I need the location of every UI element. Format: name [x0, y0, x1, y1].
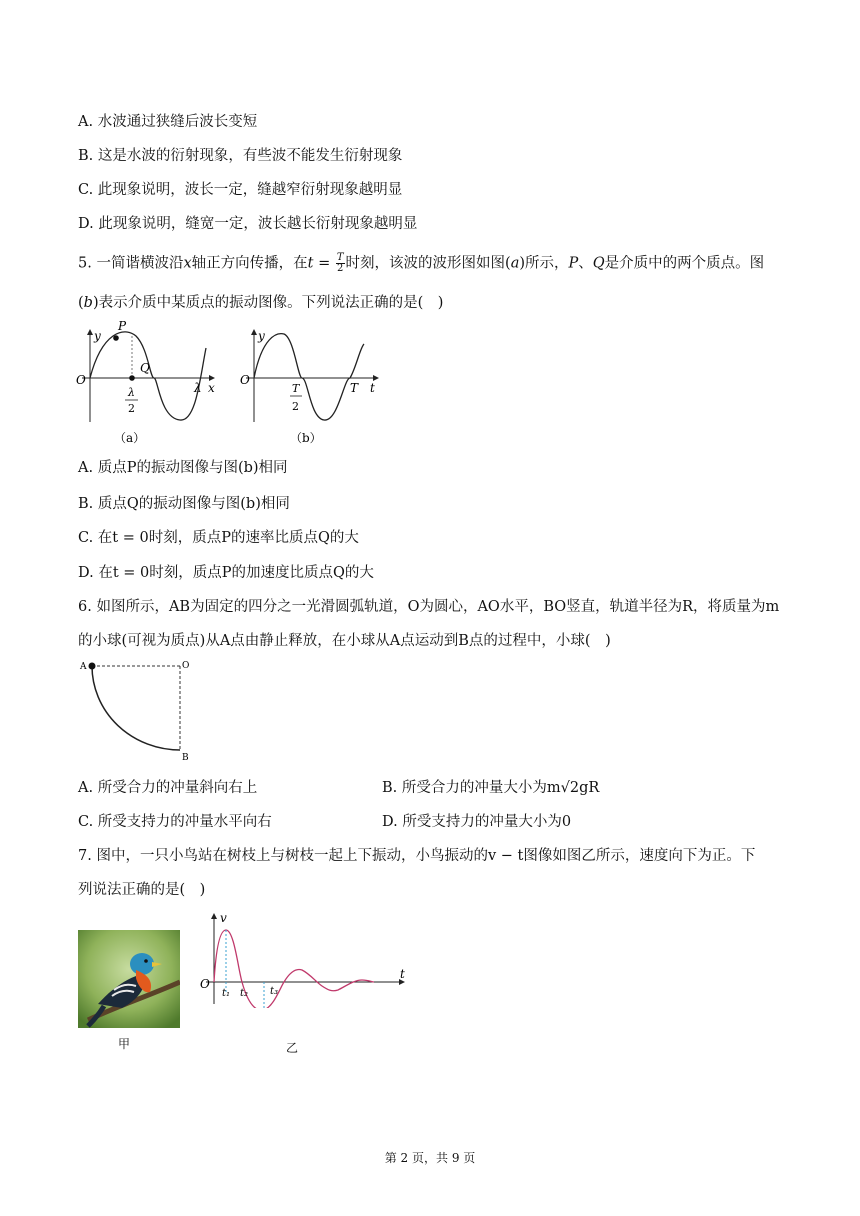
q5-stem-1e: 是介质中的两个质点。图: [604, 255, 765, 272]
q6-stem-line2: 的小球(可视为质点)从A点由静止释放，在小球从A点运动到B点的过程中，小球( ): [78, 633, 611, 649]
q4-option-d: D. 此现象说明，缝宽一定，波长越长衍射现象越明显: [78, 216, 418, 232]
svg-text:2: 2: [292, 400, 299, 413]
fig-jia-caption: 甲: [118, 1037, 131, 1051]
svg-text:O: O: [240, 373, 250, 387]
wave-graph-a: [72, 318, 222, 448]
svg-text:t: t: [370, 381, 375, 395]
point-p: [113, 335, 119, 341]
origin-label: O: [200, 977, 210, 991]
q5-option-a: A. 质点P的振动图像与图(b)相同: [78, 460, 288, 476]
svg-text:Q: Q: [140, 361, 150, 375]
page-footer: 第 2 页，共 9 页: [384, 1151, 476, 1165]
axis-t-label: t: [400, 967, 405, 981]
ball: [89, 663, 96, 670]
t2-label: t₂: [240, 988, 249, 999]
q5-stem-1c: 时刻，该波的波形图如图: [345, 255, 506, 272]
vt-graph: [196, 908, 412, 1008]
q5-option-c: C. 在t = 0时刻，质点P的速率比质点Q的大: [78, 530, 359, 546]
q4-option-c: C. 此现象说明，波长一定，缝越窄衍射现象越明显: [78, 182, 403, 198]
svg-text:y: y: [94, 329, 101, 343]
q4-option-b: B. 这是水波的衍射现象，有些波不能发生衍射现象: [78, 148, 403, 164]
svg-text:λ: λ: [128, 386, 135, 399]
q6-option-b: B. 所受合力的冲量大小为m√2gR: [382, 780, 600, 796]
arc-track: [92, 666, 180, 750]
t3-label: t₃: [270, 986, 279, 997]
fraction-t-over-2: $\frac{T}{2}$: [336, 252, 344, 274]
q5-stem-1b: 轴正方向传播，在: [191, 255, 308, 272]
fig-b-caption: （b）: [290, 431, 322, 445]
svg-text:λ: λ: [194, 381, 202, 395]
fig-yi-caption: 乙: [286, 1041, 299, 1055]
label-b: B: [182, 753, 189, 763]
var-x: x: [183, 255, 192, 272]
var-t: t: [307, 255, 314, 272]
q5-stem-line2: (b)表示介质中某质点的振动图像。下列说法正确的是( ): [78, 295, 444, 311]
q7-stem-line2: 列说法正确的是( ): [78, 882, 206, 898]
svg-text:T: T: [350, 381, 359, 395]
fig-a-caption: （a）: [114, 431, 146, 445]
axis-v-label: v: [220, 911, 227, 925]
q5-option-b: B. 质点Q的振动图像与图(b)相同: [78, 496, 290, 512]
q6-option-d: D. 所受支持力的冲量大小为0: [382, 814, 572, 830]
svg-text:O: O: [76, 373, 86, 387]
svg-text:x: x: [208, 381, 215, 395]
svg-text:2: 2: [128, 402, 135, 415]
q4-option-a: A. 水波通过狭缝后波长变短: [78, 114, 258, 130]
svg-text:P: P: [118, 319, 127, 333]
q6-option-a: A. 所受合力的冲量斜向右上: [78, 780, 258, 796]
vt-curve: [214, 930, 374, 1008]
q5-option-d: D. 在t = 0时刻，质点P的加速度比质点Q的大: [78, 565, 374, 581]
svg-text:y: y: [258, 329, 265, 343]
svg-text:T: T: [292, 382, 300, 395]
q5-stem-1d: 所示，: [525, 255, 569, 272]
q7-stem-line1: 7. 图中，一只小鸟站在树枝上与树枝一起上下振动，小鸟振动的v − t图像如图乙所示，速度向下为正。下: [78, 848, 756, 864]
q6-option-c: C. 所受支持力的冲量水平向右: [78, 814, 272, 830]
q6-stem-line1: 6. 如图所示，AB为固定的四分之一光滑圆弧轨道，O为圆心，AO水平，BO竖直，轨道半径为R，将质量为m: [78, 599, 780, 615]
t1-label: t₁: [222, 988, 231, 999]
q5-stem-line1: 5. 一简谐横波沿x轴正方向传播，在t = $\frac{T}{2}$ 时刻，该波的波形图如图(a)所示，P、Q是介质中的两个质点。图: [78, 252, 765, 274]
label-a: A: [80, 662, 87, 672]
point-q: [129, 375, 135, 381]
q5-stem-1a: 5. 一简谐横波沿: [78, 255, 184, 272]
vibration-graph-b: [236, 318, 386, 448]
bird-photo: [78, 930, 180, 1028]
q5-stem-2: 表示介质中某质点的振动图像。下列说法正确的是( ): [98, 295, 444, 311]
label-o: O: [182, 661, 190, 671]
quarter-arc-track-figure: [78, 658, 198, 766]
